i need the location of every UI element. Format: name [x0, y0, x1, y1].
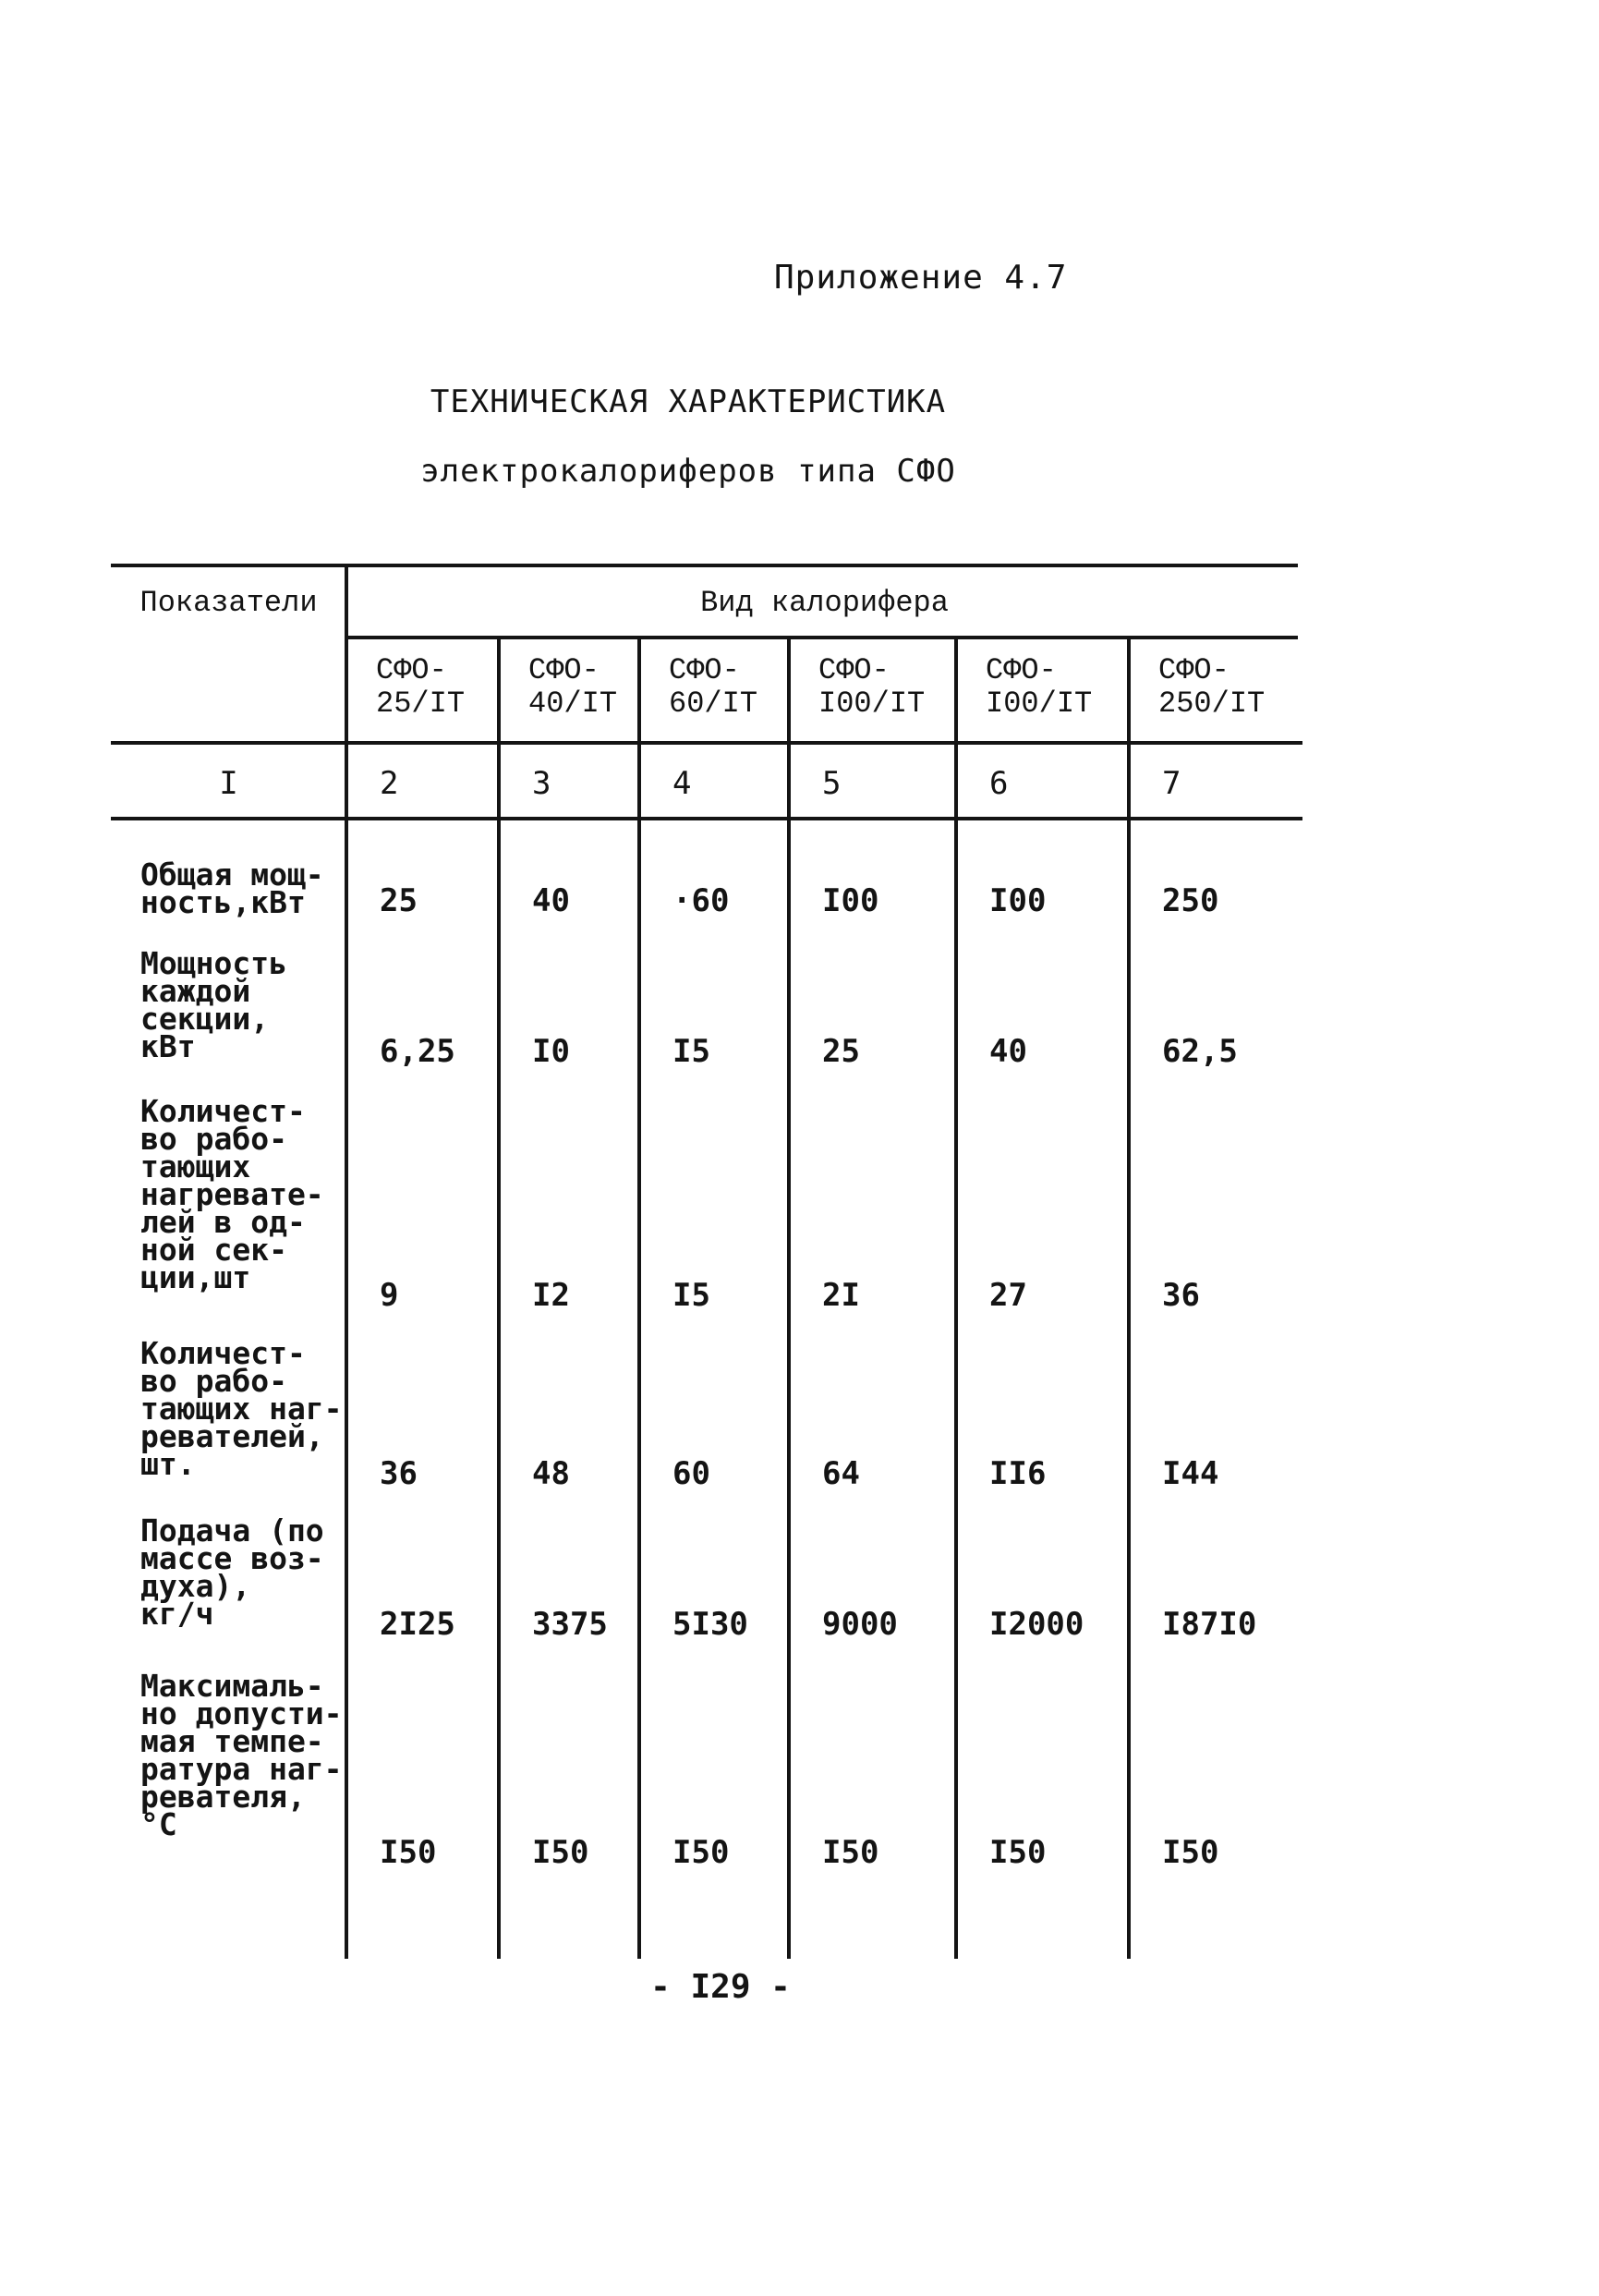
table-cell: 36: [380, 1455, 418, 1492]
colnum-bottom-rule: [111, 817, 1302, 820]
document-subtitle: электрокалориферов типа СФО: [420, 453, 956, 490]
table-cell: 6,25: [380, 1033, 455, 1070]
column-number: 3: [532, 765, 551, 802]
column-number: 4: [672, 765, 692, 802]
table-cell: 9000: [822, 1606, 898, 1643]
table-cell: ·60: [672, 882, 730, 919]
column-number: 2: [380, 765, 399, 802]
table-cell: I50: [989, 1834, 1047, 1871]
spec-table: [111, 564, 1302, 1968]
table-cell: I50: [822, 1834, 879, 1871]
table-cell: 27: [989, 1277, 1027, 1314]
appendix-label: Приложение 4.7: [774, 259, 1068, 297]
table-cell: 2I25: [380, 1606, 455, 1643]
table-cell: I50: [532, 1834, 589, 1871]
table-cell: I5: [672, 1277, 710, 1314]
model-name: СФО- 40/IТ: [528, 653, 618, 721]
table-cell: I44: [1162, 1455, 1219, 1492]
table-cell: 60: [672, 1455, 710, 1492]
header-heater-type: Вид калорифера: [700, 586, 949, 620]
table-cell: I2: [532, 1277, 570, 1314]
column-number: 6: [989, 765, 1009, 802]
parameter-name: Количест- во рабо- тающих наг- ревателей, шт.: [140, 1335, 343, 1482]
table-cell: 64: [822, 1455, 860, 1492]
table-cell: II6: [989, 1455, 1047, 1492]
table-cell: 9: [380, 1277, 399, 1314]
header-bottom-rule: [111, 741, 1302, 745]
parameter-name: Подача (по массе воз- духа), кг/ч: [140, 1512, 324, 1632]
table-cell: 40: [989, 1033, 1027, 1070]
table-cell: I50: [380, 1834, 437, 1871]
table-cell: 36: [1162, 1277, 1200, 1314]
model-name: СФО- I00/IТ: [818, 653, 926, 721]
table-cell: I5: [672, 1033, 710, 1070]
table-cell: 62,5: [1162, 1033, 1238, 1070]
table-cell: I00: [822, 882, 879, 919]
parameter-name: Общая мощ- ность,кВт: [140, 856, 324, 920]
document-title: ТЕХНИЧЕСКАЯ ХАРАКТЕРИСТИКА: [430, 383, 947, 420]
table-cell: 3375: [532, 1606, 608, 1643]
table-cell: 25: [822, 1033, 860, 1070]
header-parameters: Показатели: [139, 586, 318, 620]
table-cell: I87I0: [1162, 1606, 1257, 1643]
table-cell: 48: [532, 1455, 570, 1492]
table-cell: I0: [532, 1033, 570, 1070]
column-number: 5: [822, 765, 842, 802]
table-cell: 40: [532, 882, 570, 919]
parameter-name: Мощность каждой секции, кВт: [140, 945, 287, 1064]
table-cell: 250: [1162, 882, 1219, 919]
table-cell: 2I: [822, 1277, 860, 1314]
table-top-rule: [111, 564, 1298, 567]
parameter-name: Количест- во рабо- тающих нагревате- лей в од- ной сек- ции,шт: [140, 1093, 324, 1295]
table-cell: 5I30: [672, 1606, 748, 1643]
table-cell: I2000: [989, 1606, 1084, 1643]
model-name: СФО- 25/IТ: [376, 653, 466, 721]
table-cell: I50: [672, 1834, 730, 1871]
page-number: - I29 -: [650, 1968, 791, 2006]
model-name: СФО- 250/IТ: [1158, 653, 1266, 721]
table-cell: I50: [1162, 1834, 1219, 1871]
header-sub-rule: [346, 636, 1298, 639]
model-name: СФО- 60/IТ: [669, 653, 758, 721]
column-number: 7: [1162, 765, 1181, 802]
table-cell: 25: [380, 882, 418, 919]
table-cell: I00: [989, 882, 1047, 919]
parameter-name: Максималь- но допусти- мая темпе- ратура наг- ревателя, °С: [140, 1668, 343, 1842]
column-number: I: [219, 765, 238, 802]
model-name: СФО- I00/IТ: [986, 653, 1093, 721]
